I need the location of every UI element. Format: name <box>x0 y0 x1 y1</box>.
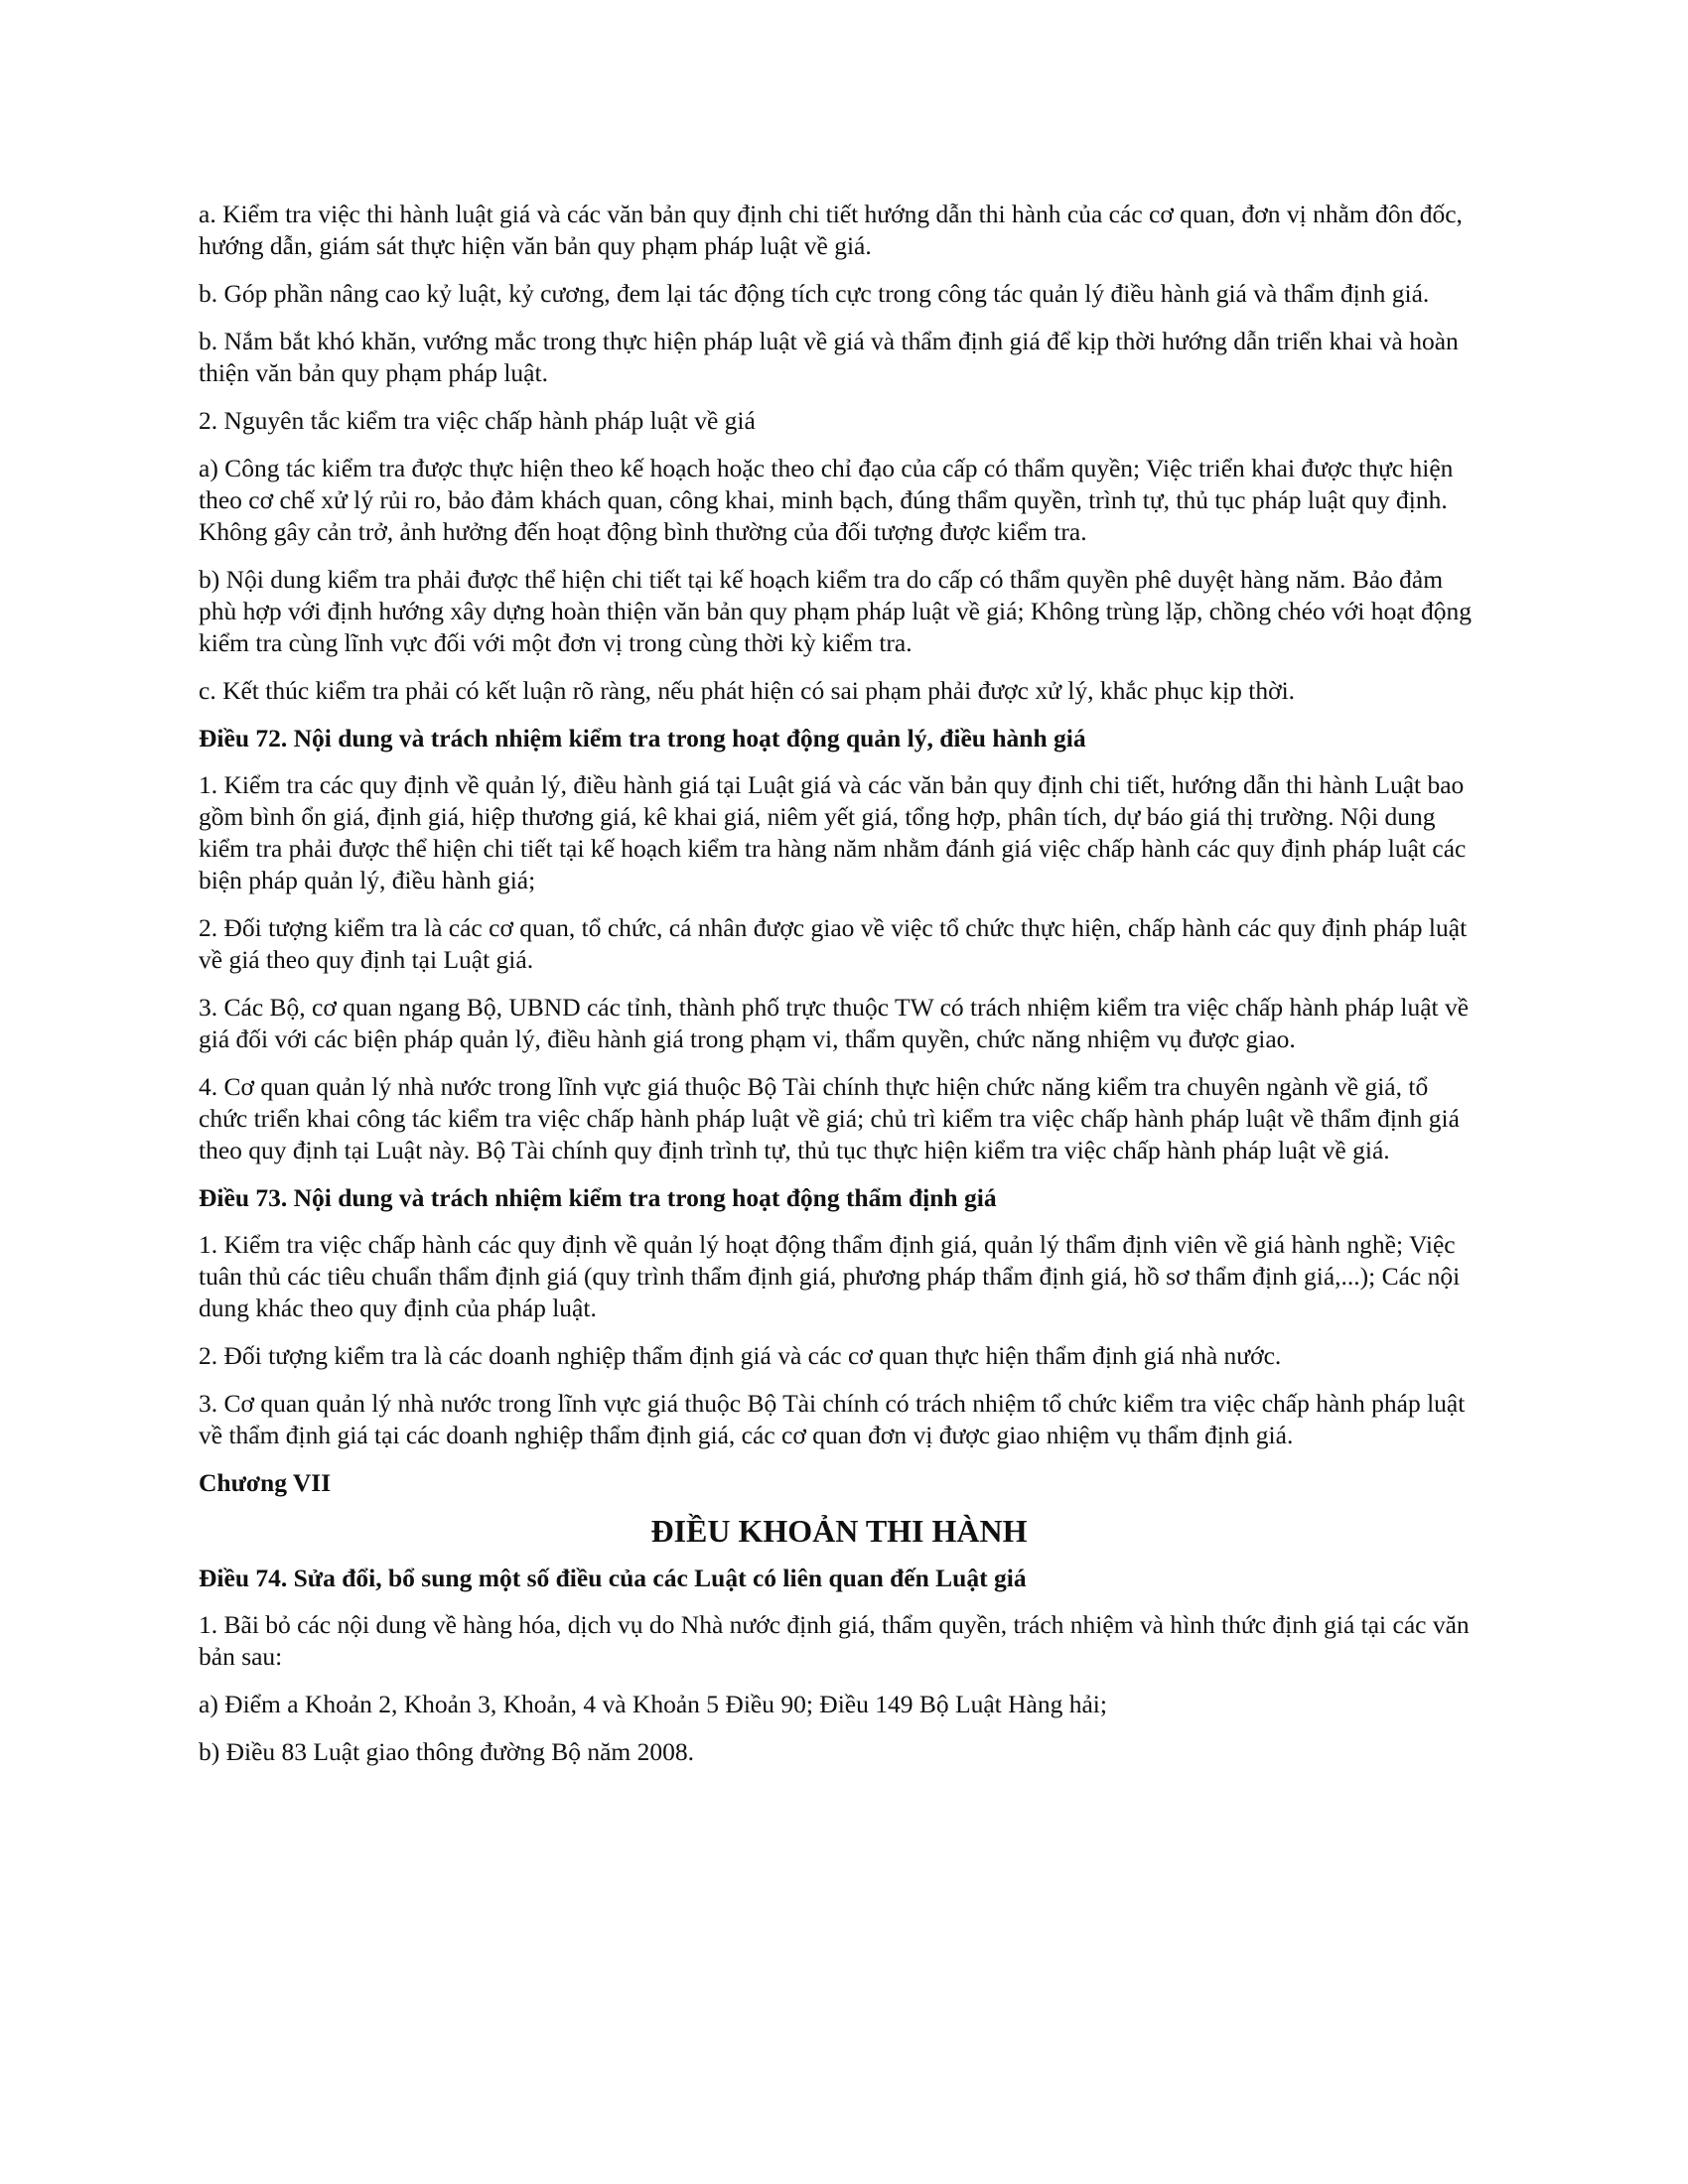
article-73-clause-3: 3. Cơ quan quản lý nhà nước trong lĩnh vực giá thuộc Bộ Tài chính có trách nhiệm tổ chức kiểm tra việc chấp hành pháp luật về thẩm định giá tại các doanh nghiệp thẩm định giá, các cơ quan đơn vị được giao nhiệm vụ thẩm định giá. <box>199 1389 1466 1449</box>
paragraph-principle-c: c. Kết thúc kiểm tra phải có kết luận rõ ràng, nếu phát hiện có sai phạm phải được xử lý, khắc phục kịp thời. <box>199 676 1296 705</box>
article-73-clause-2: 2. Đối tượng kiểm tra là các doanh nghiệp thẩm định giá và các cơ quan thực hiện thẩm định giá nhà nước. <box>199 1341 1282 1370</box>
paragraph-principle-b: b) Nội dung kiểm tra phải được thể hiện chi tiết tại kế hoạch kiểm tra do cấp có thẩm quyền phê duyệt hàng năm. Bảo đảm phù hợp với định hướng xây dựng hoàn thiện văn bản quy phạm pháp luật về giá; Không trùng lặp, chồng chéo với hoạt động kiểm tra cùng lĩnh vực đối với một đơn vị trong cùng thời kỳ kiểm tra. <box>199 565 1472 657</box>
article-72-clause-2: 2. Đối tượng kiểm tra là các cơ quan, tổ chức, cá nhân được giao về việc tổ chức thực hiện, chấp hành các quy định pháp luật về giá theo quy định tại Luật giá. <box>199 913 1468 974</box>
article-72-heading: Điều 72. Nội dung và trách nhiệm kiểm tra trong hoạt động quản lý, điều hành giá <box>199 724 1086 752</box>
paragraph-principle-a: a) Công tác kiểm tra được thực hiện theo kế hoạch hoặc theo chỉ đạo của cấp có thẩm quyền; Việc triển khai được thực hiện theo cơ chế xử lý rủi ro, bảo đảm khách quan, công khai, minh bạch, đúng thẩm quyền, trình tự, thủ tục pháp luật quy định. Không gây cản trở, ảnh hưởng đến hoạt động bình thường của đối tượng được kiểm tra. <box>199 454 1454 546</box>
document-page <box>199 199 1479 1784</box>
paragraph-purpose-a: a. Kiểm tra việc thi hành luật giá và các văn bản quy định chi tiết hướng dẫn thi hành của các cơ quan, đơn vị nhằm đôn đốc, hướng dẫn, giám sát thực hiện văn bản quy phạm pháp luật về giá. <box>199 200 1463 260</box>
paragraph-purpose-b-2: b. Nắm bắt khó khăn, vướng mắc trong thực hiện pháp luật về giá và thẩm định giá để kịp thời hướng dẫn triển khai và hoàn thiện văn bản quy phạm pháp luật. <box>199 327 1459 387</box>
chapter-title: ĐIỀU KHOẢN THI HÀNH <box>650 1513 1028 1549</box>
article-72-clause-1: 1. Kiểm tra các quy định về quản lý, điều hành giá tại Luật giá và các văn bản quy định chi tiết, hướng dẫn thi hành Luật bao gồm bình ổn giá, định giá, hiệp thương giá, kê khai giá, niêm yết giá, tổng hợp, phân tích, dự báo giá thị trường. Nội dung kiểm tra phải được thể hiện chi tiết tại kế hoạch kiểm tra hàng năm nhằm đánh giá việc chấp hành các quy định pháp luật các biện pháp quản lý, điều hành giá; <box>199 770 1467 894</box>
article-74-point-b: b) Điều 83 Luật giao thông đường Bộ năm 2008. <box>199 1737 694 1766</box>
article-72-clause-4: 4. Cơ quan quản lý nhà nước trong lĩnh vực giá thuộc Bộ Tài chính thực hiện chức năng kiểm tra chuyên ngành về giá, tổ chức triển khai công tác kiểm tra việc chấp hành pháp luật về giá; chủ trì kiểm tra việc chấp hành pháp luật về thẩm định giá theo quy định tại Luật này. Bộ Tài chính quy định trình tự, thủ tục thực hiện kiểm tra việc chấp hành pháp luật về giá. <box>199 1072 1460 1164</box>
article-74-point-a: a) Điểm a Khoản 2, Khoản 3, Khoản, 4 và Khoản 5 Điều 90; Điều 149 Bộ Luật Hàng hải; <box>199 1690 1107 1718</box>
article-74-heading: Điều 74. Sửa đổi, bổ sung một số điều của các Luật có liên quan đến Luật giá <box>199 1564 1027 1592</box>
article-73-clause-1: 1. Kiểm tra việc chấp hành các quy định về quản lý hoạt động thẩm định giá, quản lý thẩm định viên về giá hành nghề; Việc tuân thủ các tiêu chuẩn thẩm định giá (quy trình thẩm định giá, phương pháp thẩm định giá, hồ sơ thẩm định giá,...); Các nội dung khác theo quy định của pháp luật. <box>199 1230 1461 1322</box>
paragraph-principles-title: 2. Nguyên tắc kiểm tra việc chấp hành pháp luật về giá <box>199 406 756 435</box>
chapter-label: Chương VII <box>199 1468 332 1497</box>
article-73-heading: Điều 73. Nội dung và trách nhiệm kiểm tra trong hoạt động thẩm định giá <box>199 1183 997 1212</box>
paragraph-purpose-b: b. Góp phần nâng cao kỷ luật, kỷ cương, đem lại tác động tích cực trong công tác quản lý điều hành giá và thẩm định giá. <box>199 279 1430 308</box>
article-72-clause-3: 3. Các Bộ, cơ quan ngang Bộ, UBND các tỉnh, thành phố trực thuộc TW có trách nhiệm kiểm tra việc chấp hành pháp luật về giá đối với các biện pháp quản lý, điều hành giá trong phạm vi, thẩm quyền, chức năng nhiệm vụ được giao. <box>199 993 1470 1053</box>
article-74-clause-1: 1. Bãi bỏ các nội dung về hàng hóa, dịch vụ do Nhà nước định giá, thẩm quyền, trách nhiệm và hình thức định giá tại các văn bản sau: <box>199 1610 1470 1671</box>
